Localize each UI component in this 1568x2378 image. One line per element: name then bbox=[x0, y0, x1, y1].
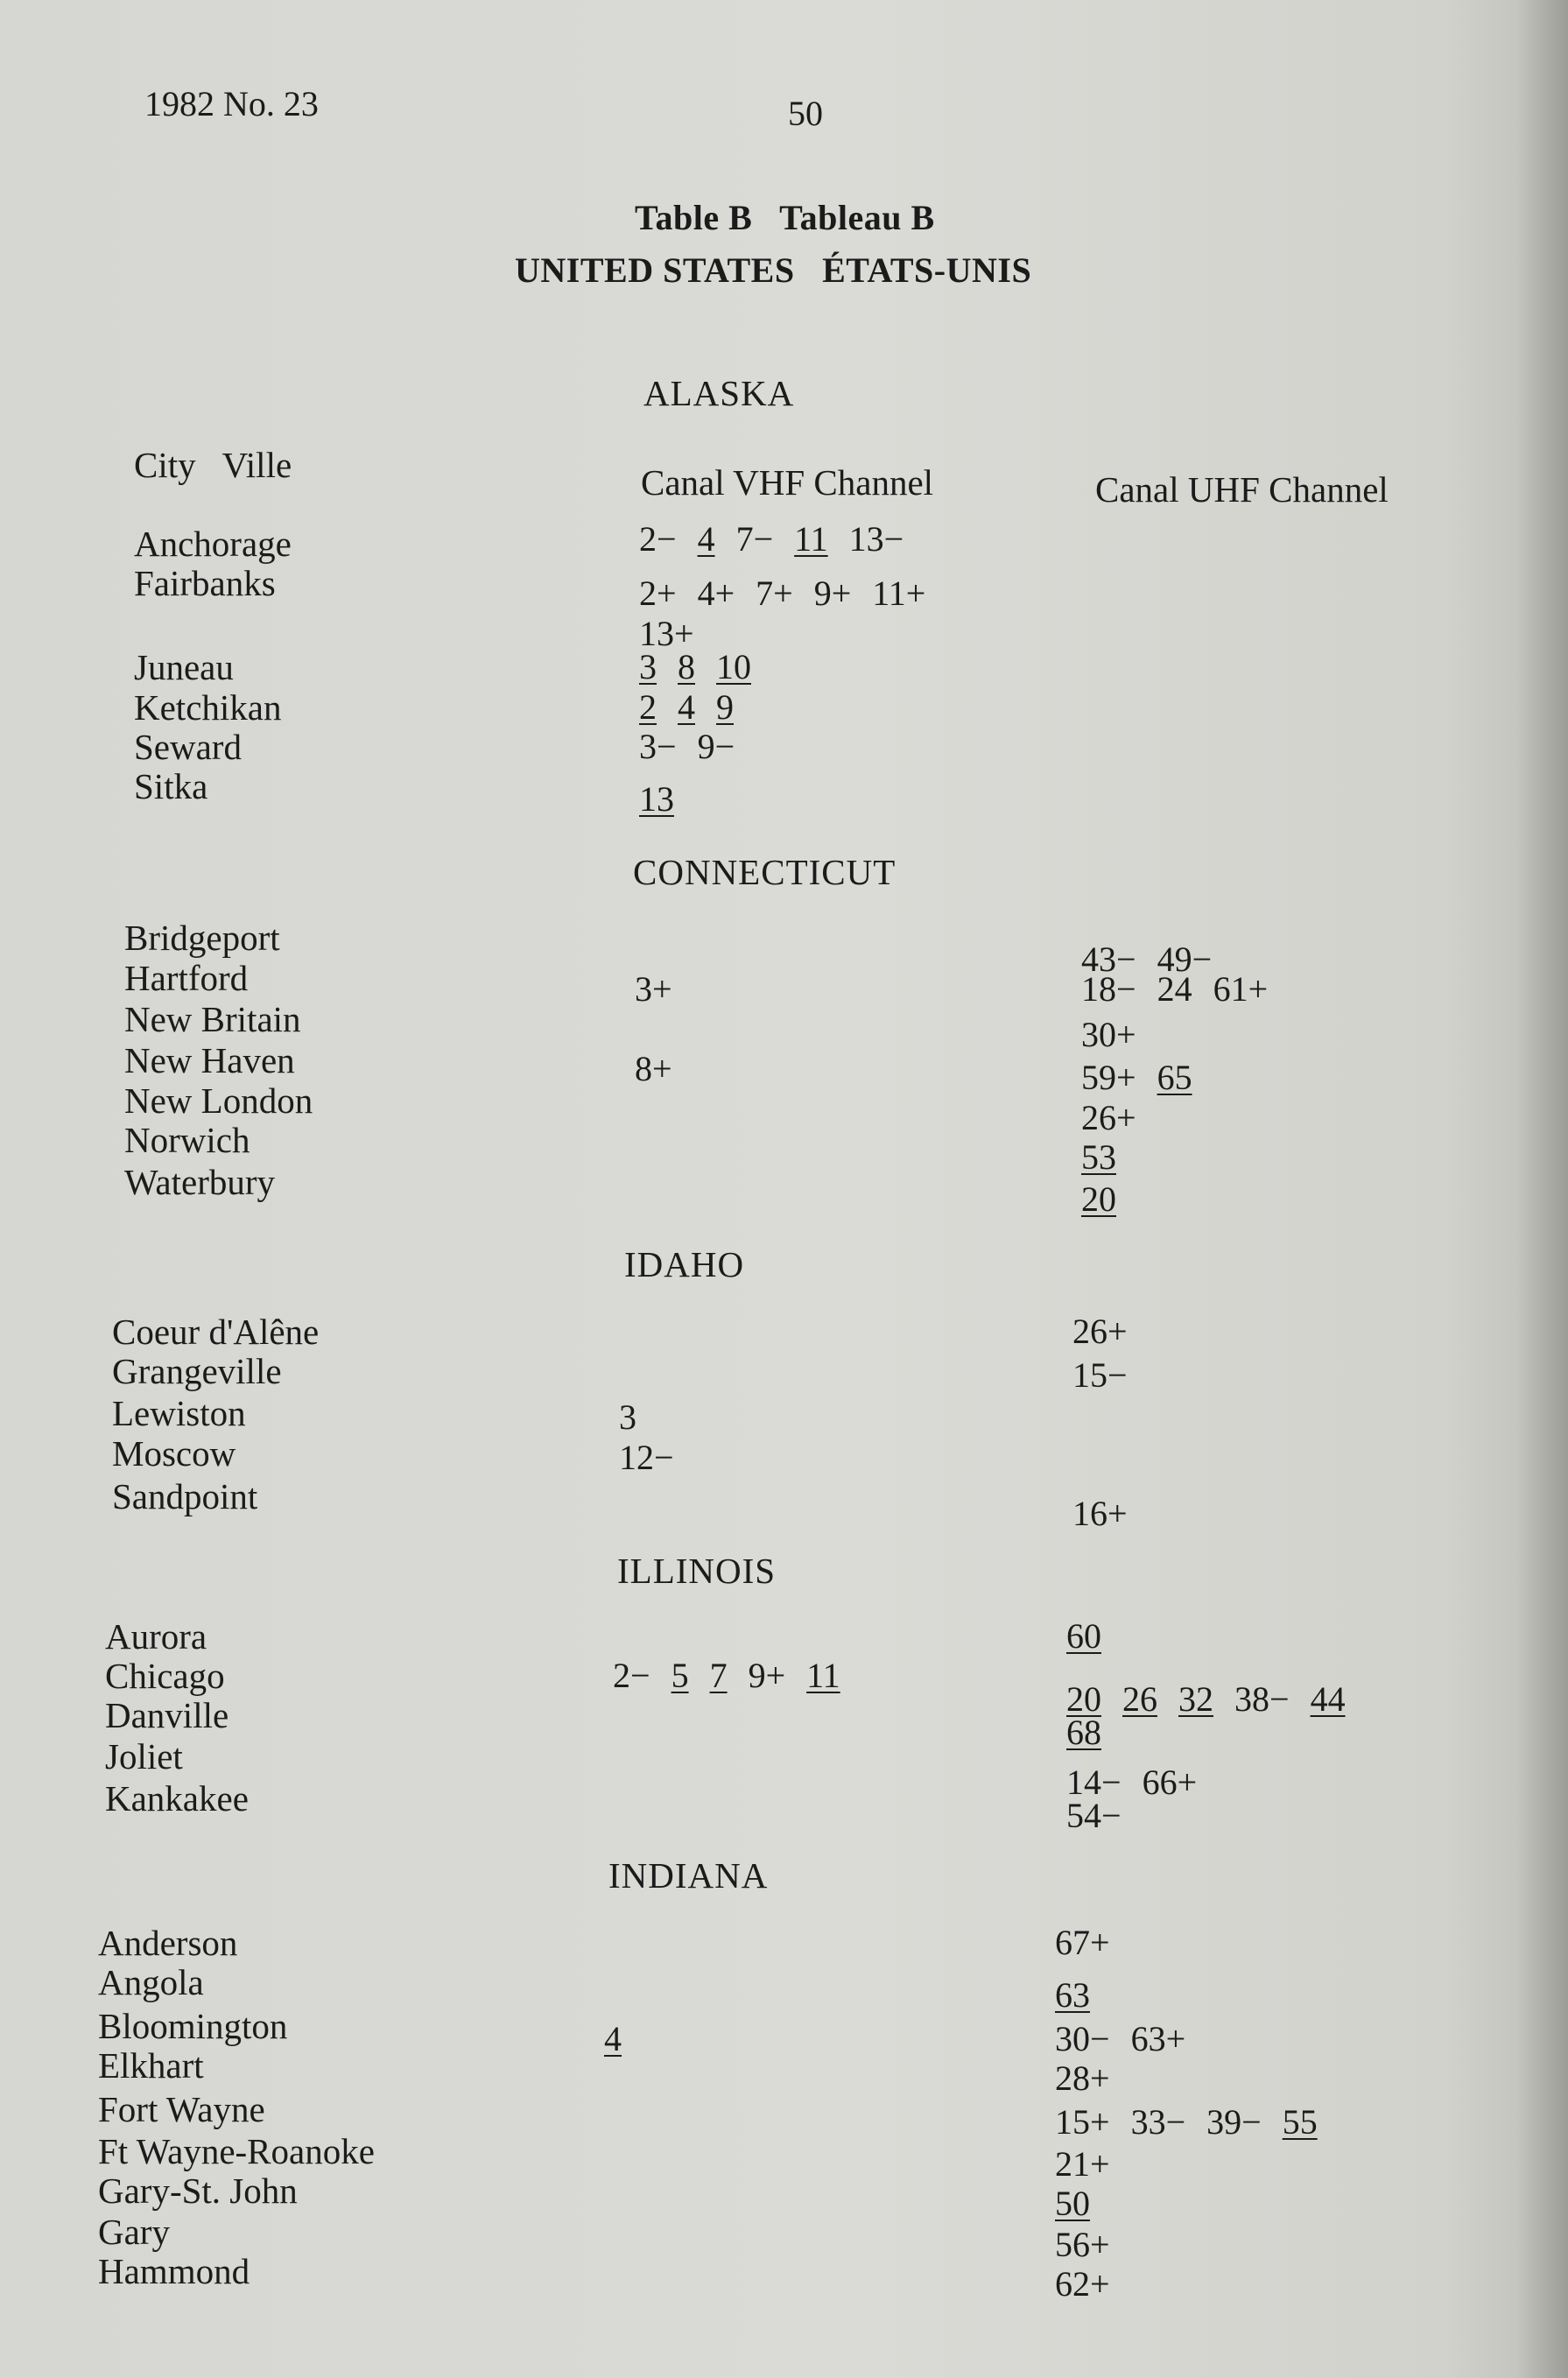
uhf-channel: 62+ bbox=[1055, 2264, 1110, 2304]
uhf-channel: 65 bbox=[1157, 1058, 1192, 1097]
uhf-channels bbox=[1055, 1974, 1090, 2016]
uhf-channel: 15− bbox=[1072, 1355, 1128, 1395]
vhf-channels bbox=[639, 646, 751, 687]
vhf-channel: 9+ bbox=[813, 573, 852, 613]
uhf-channel: 33− bbox=[1130, 2102, 1186, 2142]
city-name: New Haven bbox=[124, 1040, 295, 1080]
uhf-channel: 26+ bbox=[1081, 1098, 1136, 1137]
uhf-channel: 39− bbox=[1206, 2102, 1262, 2142]
city-name: Anchorage bbox=[134, 524, 292, 564]
uhf-channels bbox=[1055, 2263, 1110, 2304]
uhf-channel: 14− bbox=[1066, 1762, 1122, 1802]
city-name: Gary bbox=[98, 2212, 170, 2252]
vhf-channel: 4 bbox=[697, 519, 715, 559]
city-name: Anderson bbox=[98, 1923, 238, 1963]
uhf-channel: 67+ bbox=[1055, 1923, 1110, 1962]
uhf-channels bbox=[1055, 2018, 1185, 2059]
table-subtitle: UNITED STATES ÉTATS-UNIS bbox=[515, 250, 1032, 290]
city-name: Bridgeport bbox=[124, 918, 280, 958]
uhf-channel: 16+ bbox=[1072, 1494, 1128, 1533]
uhf-channels bbox=[1081, 1014, 1136, 1055]
vhf-channels bbox=[619, 1437, 674, 1478]
uhf-channel: 21+ bbox=[1055, 2144, 1110, 2184]
vhf-channel: 8+ bbox=[635, 1049, 672, 1088]
city-name: Sitka bbox=[134, 766, 208, 806]
city-name: Fairbanks bbox=[134, 563, 276, 603]
uhf-channel: 18− bbox=[1081, 969, 1136, 1009]
vhf-channel: 10 bbox=[716, 647, 751, 686]
page-edge-shadow bbox=[1515, 0, 1568, 2378]
column-header-city: City Ville bbox=[134, 445, 292, 485]
city-name: Norwich bbox=[124, 1120, 250, 1160]
page-number: 50 bbox=[788, 94, 823, 133]
uhf-channel: 20 bbox=[1066, 1679, 1101, 1719]
vhf-channel: 2 bbox=[639, 687, 657, 727]
uhf-channel: 32 bbox=[1178, 1679, 1213, 1719]
vhf-channel: 3 bbox=[639, 647, 657, 686]
column-header-uhf: Canal UHF Channel bbox=[1095, 469, 1389, 510]
vhf-channel: 9+ bbox=[748, 1656, 786, 1695]
vhf-channel: 2− bbox=[639, 519, 677, 559]
vhf-channels bbox=[619, 1397, 636, 1438]
city-name: Fort Wayne bbox=[98, 2089, 265, 2129]
uhf-channels bbox=[1066, 1615, 1101, 1657]
city-name: Seward bbox=[134, 727, 242, 767]
city-name: Moscow bbox=[112, 1433, 236, 1474]
vhf-channels bbox=[635, 1048, 672, 1089]
uhf-channel: 66+ bbox=[1142, 1762, 1198, 1802]
city-name: Grangeville bbox=[112, 1351, 282, 1391]
city-name: Sandpoint bbox=[112, 1476, 258, 1516]
city-name: Hammond bbox=[98, 2251, 250, 2291]
city-name: Juneau bbox=[134, 647, 234, 687]
city-name: Joliet bbox=[105, 1736, 183, 1776]
vhf-channels bbox=[639, 686, 734, 728]
city-name: Kankakee bbox=[105, 1778, 249, 1819]
vhf-channels bbox=[639, 726, 735, 767]
uhf-channel: 15+ bbox=[1055, 2102, 1110, 2142]
uhf-channel: 68 bbox=[1066, 1713, 1101, 1752]
vhf-channels bbox=[639, 573, 925, 614]
vhf-channel: 13 bbox=[639, 779, 674, 819]
vhf-channels bbox=[635, 968, 672, 1010]
uhf-channels bbox=[1055, 2101, 1318, 2142]
vhf-channel: 7− bbox=[735, 519, 774, 559]
uhf-channels bbox=[1081, 968, 1268, 1010]
uhf-channel: 63+ bbox=[1130, 2019, 1186, 2058]
uhf-channel: 56+ bbox=[1055, 2225, 1110, 2264]
uhf-channels bbox=[1066, 1678, 1346, 1720]
column-header-vhf: Canal VHF Channel bbox=[641, 462, 934, 503]
city-name: Lewiston bbox=[112, 1393, 246, 1433]
vhf-channels bbox=[604, 2018, 622, 2059]
uhf-channels bbox=[1081, 1097, 1136, 1138]
uhf-channels bbox=[1081, 1057, 1192, 1098]
vhf-channel: 2+ bbox=[639, 573, 677, 613]
vhf-channel: 7 bbox=[709, 1656, 728, 1695]
uhf-channel: 24 bbox=[1157, 969, 1192, 1009]
uhf-channels bbox=[1066, 1795, 1122, 1836]
state-heading-idaho: IDAHO bbox=[624, 1244, 745, 1284]
uhf-channel: 38− bbox=[1234, 1679, 1290, 1719]
vhf-channel: 11 bbox=[794, 519, 828, 559]
uhf-channel: 55 bbox=[1282, 2102, 1318, 2142]
uhf-channels bbox=[1072, 1493, 1128, 1534]
city-name: Hartford bbox=[124, 958, 249, 998]
state-heading-illinois: ILLINOIS bbox=[617, 1551, 777, 1591]
vhf-channel: 11 bbox=[806, 1656, 840, 1695]
vhf-channel: 4 bbox=[678, 687, 695, 727]
uhf-channels bbox=[1055, 2058, 1110, 2099]
uhf-channel: 59+ bbox=[1081, 1058, 1136, 1097]
uhf-channel: 30− bbox=[1055, 2019, 1110, 2058]
city-name: Coeur d'Alêne bbox=[112, 1312, 320, 1352]
vhf-channel: 3+ bbox=[635, 969, 672, 1009]
vhf-channel: 9− bbox=[697, 727, 735, 766]
vhf-channels bbox=[639, 518, 904, 559]
vhf-channel: 2− bbox=[613, 1656, 650, 1695]
header-publication: 1982 No. 23 bbox=[144, 84, 319, 123]
uhf-channel: 53 bbox=[1081, 1137, 1116, 1177]
city-name: New Britain bbox=[124, 999, 301, 1039]
state-heading-connecticut: CONNECTICUT bbox=[633, 852, 897, 892]
vhf-channels bbox=[613, 1655, 840, 1696]
city-name: New London bbox=[124, 1080, 313, 1121]
vhf-channel: 13− bbox=[848, 519, 904, 559]
city-name: Waterbury bbox=[124, 1162, 276, 1202]
uhf-channel: 20 bbox=[1081, 1179, 1116, 1219]
uhf-channel: 54− bbox=[1066, 1796, 1122, 1835]
uhf-channels bbox=[1081, 1178, 1116, 1220]
city-name: Aurora bbox=[105, 1616, 207, 1657]
vhf-channel: 9 bbox=[716, 687, 734, 727]
uhf-channel: 26+ bbox=[1072, 1312, 1128, 1351]
city-name: Elkhart bbox=[98, 2045, 204, 2086]
uhf-channels bbox=[1055, 2183, 1090, 2224]
vhf-channel: 8 bbox=[678, 647, 695, 686]
uhf-channels bbox=[1055, 1922, 1110, 1963]
uhf-channel: 60 bbox=[1066, 1616, 1101, 1656]
city-name: Ft Wayne-Roanoke bbox=[98, 2131, 375, 2171]
uhf-channel: 50 bbox=[1055, 2184, 1090, 2223]
vhf-channel: 7+ bbox=[756, 573, 793, 613]
city-name: Ketchikan bbox=[134, 687, 282, 728]
vhf-channel: 4 bbox=[604, 2019, 622, 2058]
city-name: Danville bbox=[105, 1695, 229, 1735]
vhf-channel: 11+ bbox=[872, 573, 926, 613]
city-name: Gary-St. John bbox=[98, 2170, 298, 2211]
uhf-channel: 61+ bbox=[1213, 969, 1269, 1009]
vhf-channel: 3− bbox=[639, 727, 677, 766]
uhf-channels bbox=[1066, 1712, 1101, 1753]
uhf-channels bbox=[1072, 1354, 1128, 1396]
vhf-channels bbox=[639, 778, 674, 820]
city-name: Chicago bbox=[105, 1656, 225, 1696]
vhf-channel: 5 bbox=[671, 1656, 689, 1695]
uhf-channel: 30+ bbox=[1081, 1015, 1136, 1054]
uhf-channel: 28+ bbox=[1055, 2058, 1110, 2098]
uhf-channel: 63 bbox=[1055, 1975, 1090, 2015]
vhf-channel: 4+ bbox=[697, 573, 735, 613]
uhf-channel: 44 bbox=[1310, 1679, 1346, 1719]
city-name: Angola bbox=[98, 1962, 204, 2002]
uhf-channels bbox=[1072, 1311, 1128, 1352]
uhf-channel: 43− bbox=[1081, 939, 1136, 979]
vhf-channel: 3 bbox=[619, 1397, 636, 1437]
city-name: Bloomington bbox=[98, 2006, 288, 2046]
uhf-channels bbox=[1081, 1136, 1116, 1178]
uhf-channels bbox=[1055, 2143, 1110, 2185]
state-heading-alaska: ALASKA bbox=[643, 373, 795, 413]
uhf-channels bbox=[1055, 2224, 1110, 2265]
uhf-channel: 49− bbox=[1157, 939, 1213, 979]
uhf-channel: 26 bbox=[1122, 1679, 1157, 1719]
vhf-channel: 12− bbox=[619, 1438, 674, 1477]
state-heading-indiana: INDIANA bbox=[608, 1855, 769, 1896]
vhf-channel: 13+ bbox=[639, 614, 694, 653]
table-title: Table B Tableau B bbox=[635, 198, 935, 237]
